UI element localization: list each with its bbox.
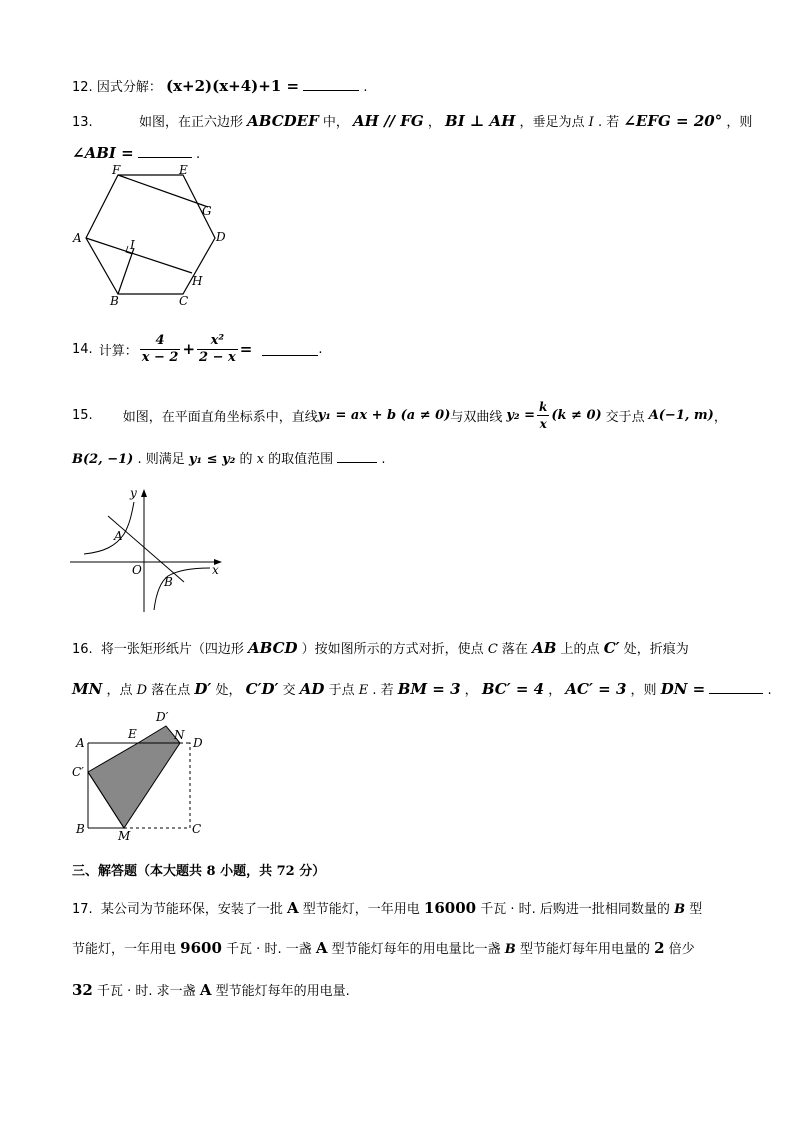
question-number: 12.: [72, 80, 93, 95]
math-expression: ∠ABI =: [72, 144, 134, 162]
label-g: G: [202, 204, 212, 218]
math-term: AD: [299, 680, 325, 698]
label-c-prime: C′: [72, 765, 84, 779]
math-number: 2: [654, 939, 665, 957]
question-text: 倍少: [668, 942, 695, 957]
label-h: H: [192, 274, 203, 288]
math-term: AB: [532, 639, 557, 657]
math-term: y₂ =: [506, 407, 536, 423]
math-term: I: [588, 115, 594, 130]
question-text: ，点: [106, 683, 133, 698]
fraction-numerator: 4: [140, 333, 181, 350]
fraction-2: [197, 333, 238, 366]
answer-blank: [303, 78, 359, 91]
y-axis-arrow: [141, 489, 147, 497]
label-b: B: [164, 575, 173, 589]
math-expression: (x+2)(x+4)+1 =: [165, 77, 300, 95]
section-heading: 三、解答题（本大题共 8 小题，共 72 分）: [72, 864, 326, 879]
question-text: ，则: [630, 683, 657, 698]
question-text: 千瓦 · 时. 后购进一批相同数量的: [480, 902, 670, 917]
question-text: 型节能灯每年用电量的: [519, 942, 650, 957]
math-condition: AC′ = 3: [565, 680, 627, 698]
question-text: 与双曲线: [450, 409, 503, 425]
question-number: 17.: [72, 902, 93, 917]
math-variable: x: [256, 452, 264, 467]
question-text: ，垂足为点: [519, 115, 585, 130]
segment-ah: [86, 238, 192, 273]
math-number: 9600: [180, 939, 222, 957]
hexagon-figure: [68, 162, 238, 310]
question-text: 处，折痕为: [623, 642, 689, 657]
math-term: C′D′: [245, 680, 279, 698]
answer-blank: [337, 450, 377, 463]
question-text: 如图，在平面直角坐标系中，直线: [122, 409, 318, 425]
line-y1: [108, 516, 184, 582]
math-term: D′: [194, 680, 212, 698]
fraction-numerator: k: [539, 399, 548, 414]
coordinate-figure: [68, 484, 228, 616]
math-inequality: y₁ ≤ y₂: [188, 452, 236, 467]
math-line-equation: y₁ = ax + b (a ≠ 0): [317, 407, 451, 423]
segment-bi: [118, 248, 134, 294]
math-term: A: [286, 899, 299, 917]
math-term: B: [504, 942, 516, 957]
math-condition: ∠EFG = 20°: [623, 112, 723, 130]
question-number: 16.: [72, 642, 93, 657]
math-term: E: [358, 683, 369, 698]
question-text: ，: [427, 115, 441, 130]
math-expression: DN =: [660, 680, 706, 698]
question-text: 节能灯，一年用电: [72, 942, 177, 957]
math-point: A(−1, m): [648, 407, 714, 423]
math-term: C′: [603, 639, 620, 657]
period: .: [363, 80, 368, 95]
label-d: D: [193, 736, 203, 750]
fraction-denominator: x: [539, 416, 547, 431]
question-text: 型节能灯每年的用电量.: [215, 984, 350, 999]
question-text: 处，: [215, 683, 242, 698]
question-text: 型节能灯每年的用电量比一盏: [331, 942, 501, 957]
label-a: A: [114, 529, 123, 543]
question-text: 千瓦 · 时. 求一盏: [97, 984, 196, 999]
period: .: [381, 452, 386, 467]
label-a: A: [76, 736, 85, 750]
question-text: 的: [239, 452, 253, 467]
math-term: MN: [72, 680, 103, 698]
question-text: 的取值范围: [268, 452, 334, 467]
folded-rectangle-figure: [68, 706, 218, 840]
math-number: 16000: [423, 899, 477, 917]
math-condition: BC′ = 4: [481, 680, 545, 698]
math-condition: BI ⊥ AH: [445, 112, 516, 130]
question-text: 型节能灯，一年用电: [302, 902, 420, 917]
label-y: y: [130, 486, 137, 500]
label-x: x: [212, 563, 219, 577]
period: .: [767, 683, 772, 698]
label-n: N: [174, 728, 185, 742]
math-term: A: [315, 939, 328, 957]
punctuation: ，: [713, 409, 727, 425]
question-text: 某公司为节能环保，安装了一批: [100, 902, 283, 917]
math-term: ABCDEF: [247, 112, 319, 130]
math-term: A: [199, 981, 212, 999]
math-term: D: [136, 683, 148, 698]
fraction-1: [140, 333, 181, 366]
label-c: C: [192, 822, 202, 836]
answer-blank: [138, 145, 192, 158]
math-term: ABCD: [247, 639, 298, 657]
fraction-k-over-x: [537, 399, 549, 432]
question-17: [72, 898, 702, 917]
answer-blank: [262, 343, 318, 356]
math-point: B(2, −1): [72, 452, 134, 467]
question-text: 型: [689, 902, 703, 917]
fraction-numerator: x²: [197, 333, 238, 350]
question-text: . 则满足: [137, 452, 185, 467]
question-text: 如图，在正六边形: [138, 115, 243, 130]
label-i: I: [130, 238, 135, 252]
question-text: 上的点: [560, 642, 600, 657]
question-text: . 若: [597, 115, 620, 130]
question-text: 将一张矩形纸片（四边形: [100, 642, 244, 657]
question-text: 计算：: [98, 343, 138, 359]
question-16-cont: [72, 679, 772, 698]
math-condition: (k ≠ 0): [551, 407, 602, 423]
question-12: [72, 76, 368, 95]
question-text: 因式分解：: [96, 80, 162, 95]
question-15-cont: [72, 448, 386, 467]
label-origin: O: [132, 563, 142, 577]
period: .: [195, 147, 201, 162]
label-a: A: [73, 231, 82, 245]
question-16: [72, 638, 689, 657]
question-13-ask: [72, 144, 200, 162]
math-number: 32: [72, 981, 93, 999]
question-text: ）按如图所示的方式对折，使点: [301, 642, 484, 657]
punctuation: ，: [464, 683, 478, 698]
question-text: 落在点: [151, 683, 191, 698]
label-b: B: [76, 822, 85, 836]
fraction-denominator: x − 2: [141, 349, 179, 365]
label-d: D: [216, 230, 226, 244]
equals-sign: =: [239, 340, 253, 358]
label-d-prime: D′: [156, 710, 169, 724]
label-b: B: [110, 294, 119, 308]
label-e: E: [128, 727, 137, 741]
label-c: C: [179, 294, 189, 308]
question-text: 交于点: [605, 409, 645, 425]
math-term: C: [487, 642, 498, 657]
question-number: 14.: [72, 341, 93, 357]
question-number: 13.: [72, 115, 93, 130]
label-e: E: [179, 163, 188, 177]
fraction-denominator: 2 − x: [199, 349, 236, 365]
question-15: [72, 390, 727, 440]
math-condition: BM = 3: [397, 680, 461, 698]
hyperbola-branch-left: [84, 502, 134, 554]
plus-sign: +: [182, 340, 196, 358]
question-text: 于点: [328, 683, 355, 698]
punctuation: ，: [548, 683, 562, 698]
question-text: ，则: [726, 115, 753, 130]
question-13: [72, 111, 752, 130]
answer-blank: [709, 681, 763, 694]
label-m: M: [118, 829, 131, 840]
period: .: [318, 341, 323, 357]
question-text: 千瓦 · 时. 一盏: [226, 942, 312, 957]
label-f: F: [112, 163, 121, 177]
question-text: 交: [282, 683, 296, 698]
hyperbola-branch-right: [154, 568, 210, 610]
question-text: . 若: [372, 683, 394, 698]
question-17-line3: [72, 980, 350, 999]
math-term: B: [674, 902, 686, 917]
question-text: 中，: [322, 115, 349, 130]
folded-quadrilateral: [88, 726, 180, 828]
question-14: [72, 324, 323, 374]
question-number: 15.: [72, 407, 93, 423]
math-condition: AH // FG: [353, 112, 424, 130]
question-text: 落在: [501, 642, 528, 657]
question-17-line2: [72, 938, 695, 957]
segment-fg: [118, 175, 208, 207]
